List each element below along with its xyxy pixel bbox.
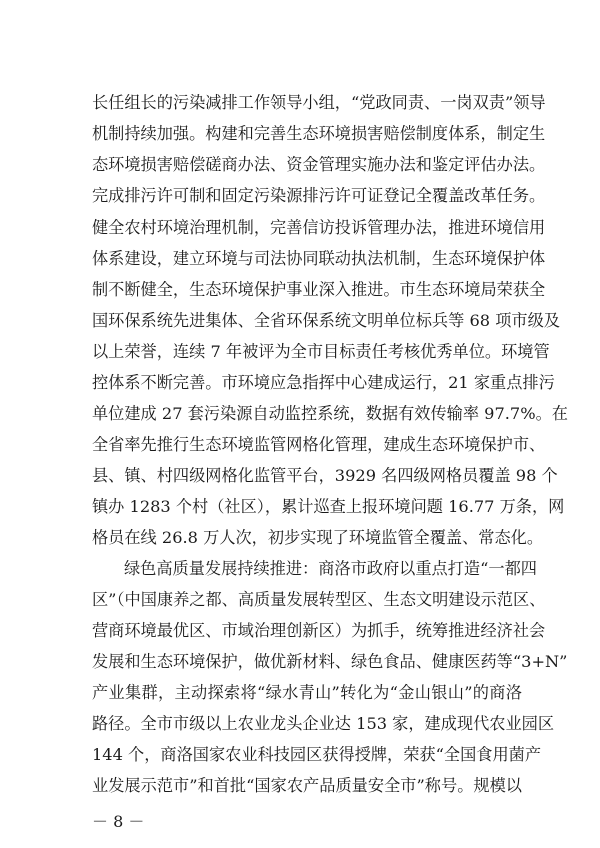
text-line: 144 个，商洛国家农业科技园区获得授牌，荣获“全国食用菌产 xyxy=(92,745,542,764)
text-line: 态环境损害赔偿磋商办法、资金管理实施办法和鉴定评估办法。 xyxy=(92,155,546,174)
text-line: 控体系不断完善。市环境应急指挥中心建成运行，21 家重点排污 xyxy=(92,373,555,392)
text-line: 机制持续加强。构建和完善生态环境损害赔偿制度体系，制定生 xyxy=(92,124,546,143)
text-line: 制不断健全，生态环境保护事业深入推进。市生态环境局荣获全 xyxy=(92,280,546,299)
text-line: 镇办 1283 个村（社区），累计巡查上报环境问题 16.77 万条，网 xyxy=(92,497,565,516)
text-line: 区”（中国康养之都、高质量发展转型区、生态文明建设示范区、 xyxy=(92,590,546,609)
paragraph-start-line: 绿色高质量发展持续推进：商洛市政府以重点打造“一都四 xyxy=(124,559,537,578)
text-line: 路径。全市市级以上农业龙头企业达 153 家，建成现代农业园区 xyxy=(92,714,555,733)
text-line: 产业集群，主动探索将“绿水青山”转化为“金山银山”的商洛 xyxy=(92,683,522,702)
text-line: 健全农村环境治理机制，完善信访投诉管理办法，推进环境信用 xyxy=(92,218,546,237)
text-line: 以上荣誉，连续 7 年被评为全市目标责任考核优秀单位。环境管 xyxy=(92,342,550,361)
text-line: 格员在线 26.8 万人次，初步实现了环境监管全覆盖、常态化。 xyxy=(92,528,544,547)
text-line: 长任组长的污染减排工作领导小组，“党政同责、一岗双责”领导 xyxy=(92,93,546,112)
text-line: 发展和生态环境保护，做优新材料、绿色食品、健康医药等“3+N” xyxy=(92,652,568,671)
text-line: 县、镇、村四级网格化监管平台，3929 名四级网格员覆盖 98 个 xyxy=(92,466,558,485)
text-line: 单位建成 27 套污染源自动监控系统，数据有效传输率 97.7%。在 xyxy=(92,404,568,423)
text-line: 营商环境最优区、市域治理创新区）为抓手，统筹推进经济社会 xyxy=(92,621,546,640)
text-line: 国环保系统先进集体、全省环保系统文明单位标兵等 68 项市级及 xyxy=(92,311,560,330)
text-line: 全省率先推行生态环境监管网格化管理，建成生态环境保护市、 xyxy=(92,435,546,454)
text-line: 体系建设，建立环境与司法协同联动执法机制，生态环境保护体 xyxy=(92,249,546,268)
text-line: 业发展示范市”和首批“国家农产品质量安全市”称号。规模以 xyxy=(92,776,522,795)
page-number: － 8 － xyxy=(92,812,145,831)
text-line: 完成排污许可制和固定污染源排污许可证登记全覆盖改革任务。 xyxy=(92,186,546,205)
